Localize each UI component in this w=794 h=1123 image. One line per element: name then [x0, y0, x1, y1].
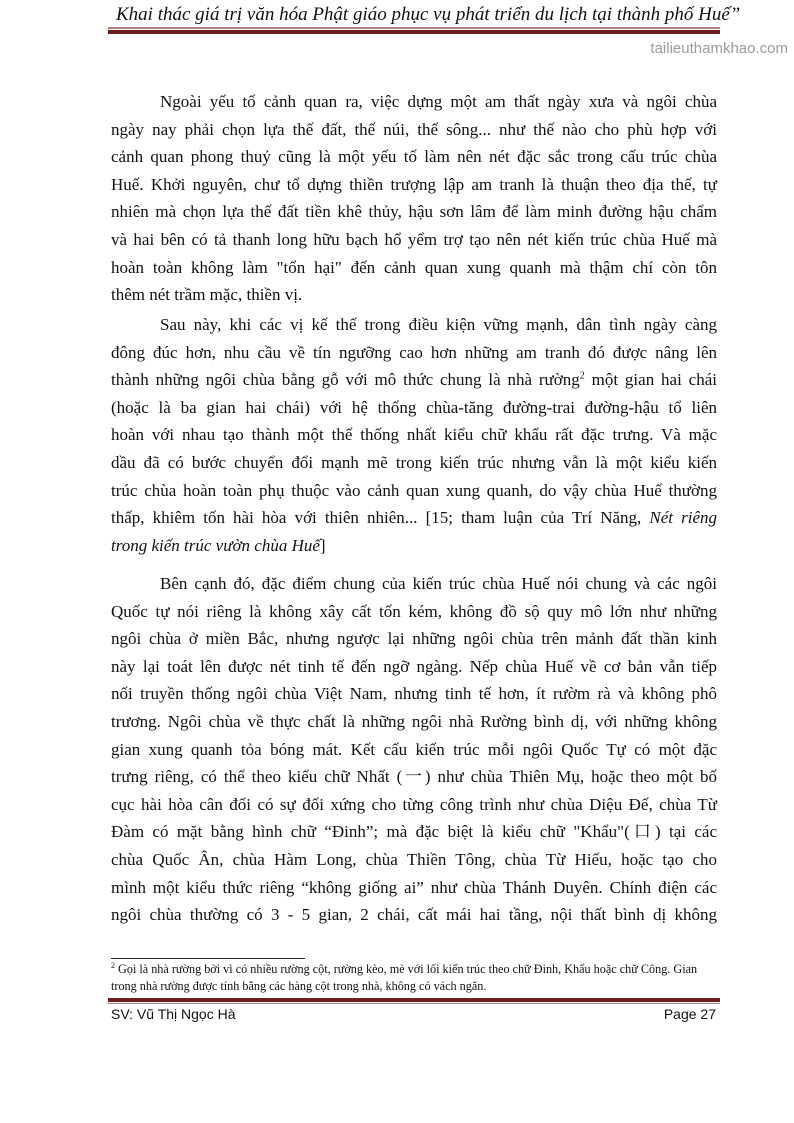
text-line: Quốc tự nói riêng là không xây cất tốn kém, không đồ sộ quy mô lớn như những — [111, 601, 717, 621]
text-line: nhiên mà chọn lựa thế đất tiền khê thủy, hậu sơn lâm để làm minh đường hậu chẩm — [111, 202, 717, 222]
text-line: chùa Quốc Ân, chùa Hàm Long, chùa Thiền Tông, chùa Từ Hiếu, hoặc tạo cho — [111, 849, 717, 869]
text-line: này lại toát lên được nét tinh tế đến ngỡ ngàng. Nếp chùa Huế về cơ bản vẫn tiếp — [111, 656, 717, 676]
text-line: hoàn toàn không làm "tổn hại" đến cảnh quan xung quanh mà thậm chí còn tôn — [111, 257, 717, 277]
text-line: gian xung quanh tỏa bóng mát. Kết cấu kiến trúc mỗi ngôi Quốc Tự có một đặc — [111, 739, 717, 759]
text-line: (hoặc là ba gian hai chái) với hệ thống chùa-tăng đường-trai đường-hậu tổ liên — [111, 397, 717, 417]
text-line: Ngoài yếu tố cảnh quan ra, việc dựng một am thất ngày xưa và ngôi chùa — [160, 92, 717, 111]
text-line: cảnh quan phong thuỷ cũng là một yếu tố làm nên nét đặc sắc trong cấu trúc chùa — [111, 147, 717, 167]
text-line: ngày nay phải chọn lựa thế đất, thế núi, thế sông... như thế nào cho phù hợp với — [111, 119, 717, 139]
text-line: Bên cạnh đó, đặc điểm chung của kiến trúc chùa Huế nói chung và các ngôi — [160, 574, 717, 593]
paragraph-2 — [111, 311, 717, 559]
header-rule-thin — [108, 27, 720, 29]
text-segment: thấp, khiêm tốn hài hòa với thiên nhiên... [15; tham luận của Trí Năng, — [111, 508, 650, 528]
text-line: trương. Ngôi chùa về thực chất là những ngôi nhà Rường bình dị, với những không — [111, 711, 717, 731]
footnote — [111, 961, 721, 994]
text-line — [111, 532, 717, 560]
page-number: Page 27 — [663, 1006, 716, 1022]
footnote-ref: 2 — [579, 370, 585, 382]
text-segment: ] — [319, 535, 326, 555]
text-segment: một gian hai chái — [584, 370, 717, 390]
text-line: mình một kiểu thức riêng “không giống ai” như chùa Thánh Duyên. Chính điện các — [111, 877, 717, 897]
text-line: đông đúc hơn, nhu cầu về tín ngưỡng cao hơn những am tranh đó được nâng lên — [111, 342, 717, 362]
text-line: trúc chùa hoàn toàn phụ thuộc vào cảnh quan xung quanh, do vậy chùa Huế thường — [111, 480, 717, 500]
footer-rule-thick — [108, 998, 720, 1002]
text-line: và hai bên có tả thanh long hữu bạch hổ yểm trợ tạo nên nét kiến trúc chùa Huế mà — [111, 229, 717, 249]
paragraph-3 — [111, 570, 717, 929]
text-line — [111, 366, 717, 394]
text-line: cục hài hòa cân đối có sự đối xứng cho từng công trình như chùa Diệu Đế, chùa Từ — [111, 794, 717, 814]
header-rule-thick — [108, 30, 720, 34]
running-header: Khai thác giá trị văn hóa Phật giáo phục vụ phát triển du lịch tại thành phố Huế” — [116, 4, 741, 25]
text-line: hoàn với nhau tạo thành một thể thống nhất kiểu chữ khẩu rất đặc trưng. Và mặc — [111, 425, 717, 445]
text-line: Huế. Khởi nguyên, chư tổ dựng thiền trượng lập am tranh là thuận theo địa thế, tự — [111, 174, 717, 194]
text-segment: thành những ngôi chùa bằng gỗ với mô thức chung là nhà rường — [111, 370, 580, 390]
footer-author: SV: Vũ Thị Ngọc Hà — [111, 1006, 236, 1022]
footnote-separator — [111, 958, 305, 959]
text-line — [111, 504, 717, 532]
text-line: ngôi chùa ở miền Bắc, nhưng ngược lại những ngôi chùa trên mảnh đất thần kinh — [111, 629, 717, 649]
text-line: dầu đã có bước chuyển đổi mạnh mẽ trong kiến trúc nhưng vẫn là một kiểu kiến — [111, 452, 717, 472]
watermark: tailieuthamkhao.com — [650, 40, 788, 57]
italic-text: Nét riêng — [649, 508, 717, 528]
paragraph-1 — [111, 88, 717, 309]
text-line: Đàm có mặt bằng hình chữ “Đinh”; mà đặc biệt là kiểu chữ "Khẩu"(口) tại các — [111, 822, 717, 842]
italic-text: trong kiến trúc vườn chùa Huế — [111, 535, 320, 555]
footer-rule-thin — [108, 1003, 720, 1004]
footnote-text: Gọi là nhà rường bởi vì có nhiều rường cột, rường kèo, mè với lối kiến trúc theo chữ Đinh, Khẩu hoặc chữ Công. Gian trong nhà rường được tính bằng các hàng cột trong nhà, không có vách ngăn. — [111, 962, 698, 993]
text-line: ngôi chùa thường có 3 - 5 gian, 2 chái, cất mái hai tầng, nội thất bình dị không — [111, 905, 717, 925]
text-line: nối truyền thống ngôi chùa Việt Nam, nhưng tinh tế hơn, ít rườm rà và không phô — [111, 684, 717, 704]
text-line: trưng riêng, có thể theo kiểu chữ Nhất (一) như chùa Thiên Mụ, hoặc theo một bố — [111, 767, 717, 787]
text-line: Sau này, khi các vị kế thế trong điều kiện vững mạnh, dân tình ngày càng — [160, 315, 717, 334]
footnote-number: 2 — [111, 960, 115, 970]
text-line: thêm nét trầm mặc, thiền vị. — [111, 285, 303, 305]
